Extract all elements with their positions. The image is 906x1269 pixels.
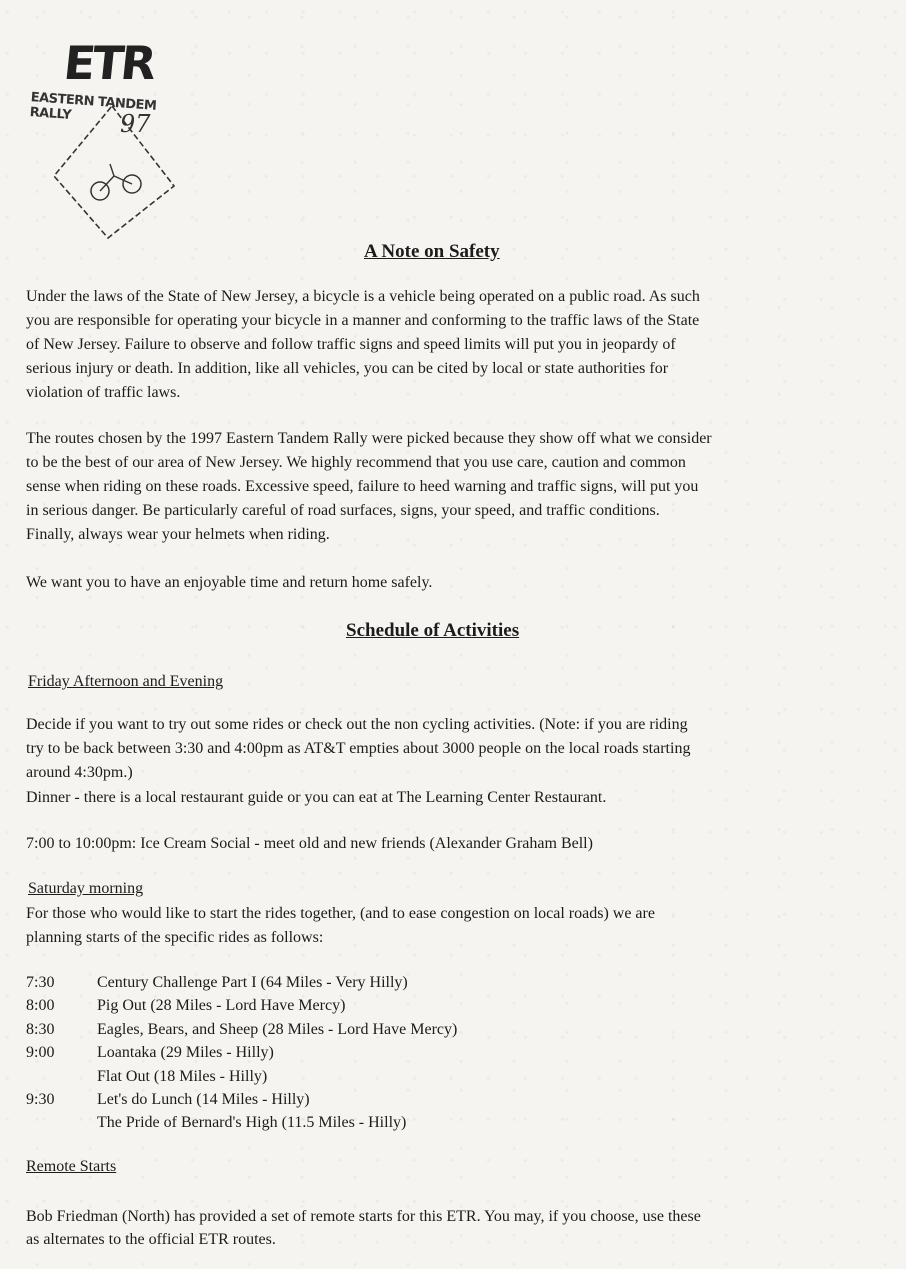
logo-wordmark: ETR xyxy=(61,36,157,90)
safety-p1-line: you are responsible for operating your bicycle in a manner and conforming to the traffic laws of the State xyxy=(26,312,700,329)
safety-p1-line: serious injury or death. In addition, like all vehicles, you can be cited by local or state authorities for xyxy=(26,360,669,377)
ride-name: The Pride of Bernard's High (11.5 Miles - Hilly) xyxy=(97,1114,407,1131)
logo-year: 97 xyxy=(120,110,151,138)
ride-name: Loantaka (29 Miles - Hilly) xyxy=(97,1044,274,1061)
ride-time: 9:30 xyxy=(26,1091,55,1108)
saturday-line: planning starts of the specific rides as follows: xyxy=(26,929,324,946)
friday-line: around 4:30pm.) xyxy=(26,764,133,781)
ride-name: Let's do Lunch (14 Miles - Hilly) xyxy=(97,1091,310,1108)
ride-name: Pig Out (28 Miles - Lord Have Mercy) xyxy=(97,997,346,1014)
safety-p1-line: Under the laws of the State of New Jersey, a bicycle is a vehicle being operated on a public road. As such xyxy=(26,288,700,305)
ride-name: Eagles, Bears, and Sheep (28 Miles - Lord Have Mercy) xyxy=(97,1021,458,1038)
safety-p2-line: The routes chosen by the 1997 Eastern Tandem Rally were picked because they show off what we consider xyxy=(26,430,712,447)
safety-p2-line: sense when riding on these roads. Excessive speed, failure to heed warning and traffic signs, will put you xyxy=(26,478,699,495)
ride-time: 7:30 xyxy=(26,974,55,991)
ride-time: 8:00 xyxy=(26,997,55,1014)
ride-name: Flat Out (18 Miles - Hilly) xyxy=(97,1068,268,1085)
saturday-label: Saturday morning xyxy=(28,880,144,897)
ride-time: 9:00 xyxy=(26,1044,55,1061)
safety-p3: We want you to have an enjoyable time and return home safely. xyxy=(26,574,433,591)
friday-line: try to be back between 3:30 and 4:00pm as AT&T empties about 3000 people on the local roads starting xyxy=(26,740,691,757)
friday-line: Dinner - there is a local restaurant guide or you can eat at The Learning Center Restaurant. xyxy=(26,789,607,806)
safety-p2-line: Finally, always wear your helmets when riding. xyxy=(26,526,330,543)
safety-p1-line: of New Jersey. Failure to observe and follow traffic signs and speed limits will put you in jeopardy of xyxy=(26,336,676,353)
safety-p2-line: in serious danger. Be particularly careful of road surfaces, signs, your speed, and traffic conditions. xyxy=(26,502,660,519)
safety-title: A Note on Safety xyxy=(364,241,500,262)
friday-label: Friday Afternoon and Evening xyxy=(28,673,224,690)
ride-name: Century Challenge Part I (64 Miles - Very Hilly) xyxy=(97,974,408,991)
schedule-title: Schedule of Activities xyxy=(346,620,520,641)
saturday-line: For those who would like to start the rides together, (and to ease congestion on local roads) we are xyxy=(26,905,655,922)
remote-line: as alternates to the official ETR routes. xyxy=(26,1231,276,1248)
remote-starts-label: Remote Starts xyxy=(26,1158,117,1175)
etr-logo xyxy=(24,36,200,241)
safety-p2-line: to be the best of our area of New Jersey. We highly recommend that you use care, caution and common xyxy=(26,454,686,471)
logo-subtitle: EASTERN TANDEM RALLY xyxy=(29,90,157,123)
ice-cream-social: 7:00 to 10:00pm: Ice Cream Social - meet old and new friends (Alexander Graham Bell) xyxy=(26,835,593,852)
ride-time: 8:30 xyxy=(26,1021,55,1038)
friday-line: Decide if you want to try out some rides or check out the non cycling activities. (Note: if you are riding xyxy=(26,716,688,733)
remote-line: Bob Friedman (North) has provided a set of remote starts for this ETR. You may, if you choose, use these xyxy=(26,1208,701,1225)
safety-p1-line: violation of traffic laws. xyxy=(26,384,181,401)
